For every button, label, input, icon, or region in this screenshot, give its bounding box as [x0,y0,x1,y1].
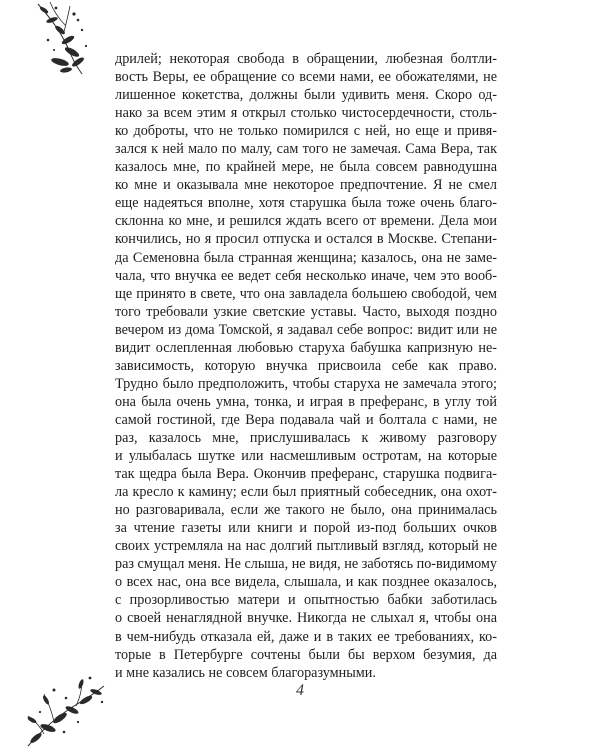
bottom-botanical-ornament-icon [24,668,110,750]
page-number: 4 [296,682,304,699]
text-line: ко мне и оказывала мне некоторое предпочтение. Я не смел [115,177,497,194]
text-line: зависимость, которую внучка присвоила себе как право. [115,357,497,374]
text-line: Трудно было предположить, чтобы старуха не замечала этого; [115,375,497,392]
text-line: кончились, но я просил отпуска и остался в Москве. Степани- [115,231,497,248]
text-line: но разговаривала, если же такого не было, она принималась [115,502,497,519]
body-text [115,50,497,682]
text-line: ще принято в свете, что она завладела большею свободой, чем [115,285,497,302]
text-line: с прозорливостью матери и опытностью бабки заботилась [115,592,497,609]
text-line: в чем-нибудь отказала ей, даже и в таких ее требованиях, ко- [115,628,497,645]
text-line: зался к ней мало по малу, сам того не замечая. Сама Вера, так [115,141,497,158]
text-line: она была очень умна, тонка, и играя в преферанс, в углу той [115,393,497,410]
text-line: ла кресло к камину; если был приятный собеседник, она охот- [115,484,497,501]
text-line: того требовали узкие светские уставы. Часто, выходя поздно [115,303,497,320]
text-line: склонна ко мне, и решился ждать всего от времени. Дела мои [115,213,497,230]
text-line: своих устремляла на нас долгий пытливый взгляд, который не [115,538,497,555]
text-line: лишенное кокетства, должны были удивить меня. Скоро од- [115,87,497,104]
text-line: раз, казалось мне, прислушивалась к живому разговору [115,429,497,446]
text-line: вость Веры, ее обращение со всеми нами, ее обожателями, не [115,69,497,86]
text-line: раз смущал меня. Не слыша, не видя, не заботясь по-видимому [115,556,497,573]
text-line: чала, что внучка ее ведет себя несколько иначе, чем это вооб- [115,267,497,284]
text-line: о своей ненаглядной внучке. Никогда не слыхал я, чтобы она [115,610,497,627]
text-line: вечером из дома Томской, я задавал себе вопрос: видит или не [115,321,497,338]
text-line: так щедра была Вера. Окончив преферанс, старушка подвига- [115,466,497,483]
text-line: и мне казались не совсем благоразумными. [115,664,376,681]
text-line: видит ослепленная любовью старуха бабушка капризную не- [115,339,497,356]
text-line: о всех нас, она все видела, слышала, и как позднее оказалось, [115,574,497,591]
text-line: казалось мне, по крайней мере, не была совсем равнодушна [115,159,497,176]
text-line: да Семеновна была странная женщина; казалось, она не заме- [115,249,497,266]
text-line: нако за всем этим я открыл столько чистосердечности, столь- [115,105,497,122]
top-botanical-ornament-icon [30,0,100,80]
text-line: и улыбалась шутке или насмешливым остротам, на которые [115,448,497,465]
text-line: еще надеяться вполне, хотя старушка была тоже очень благо- [115,195,497,212]
text-line: за чтение газеты или книги и порой из-под больших очков [115,520,497,537]
text-line: самой гостиной, где Вера подавала чай и болтала с нами, не [115,411,497,428]
text-line: ко доброты, что не только помирился с ней, но еще и привя- [115,123,497,140]
text-line: дрилей; некоторая свобода в обращении, любезная болтли- [115,51,497,67]
text-line: торые в Петербурге сочтены были бы верхом безумия, да [115,646,497,663]
